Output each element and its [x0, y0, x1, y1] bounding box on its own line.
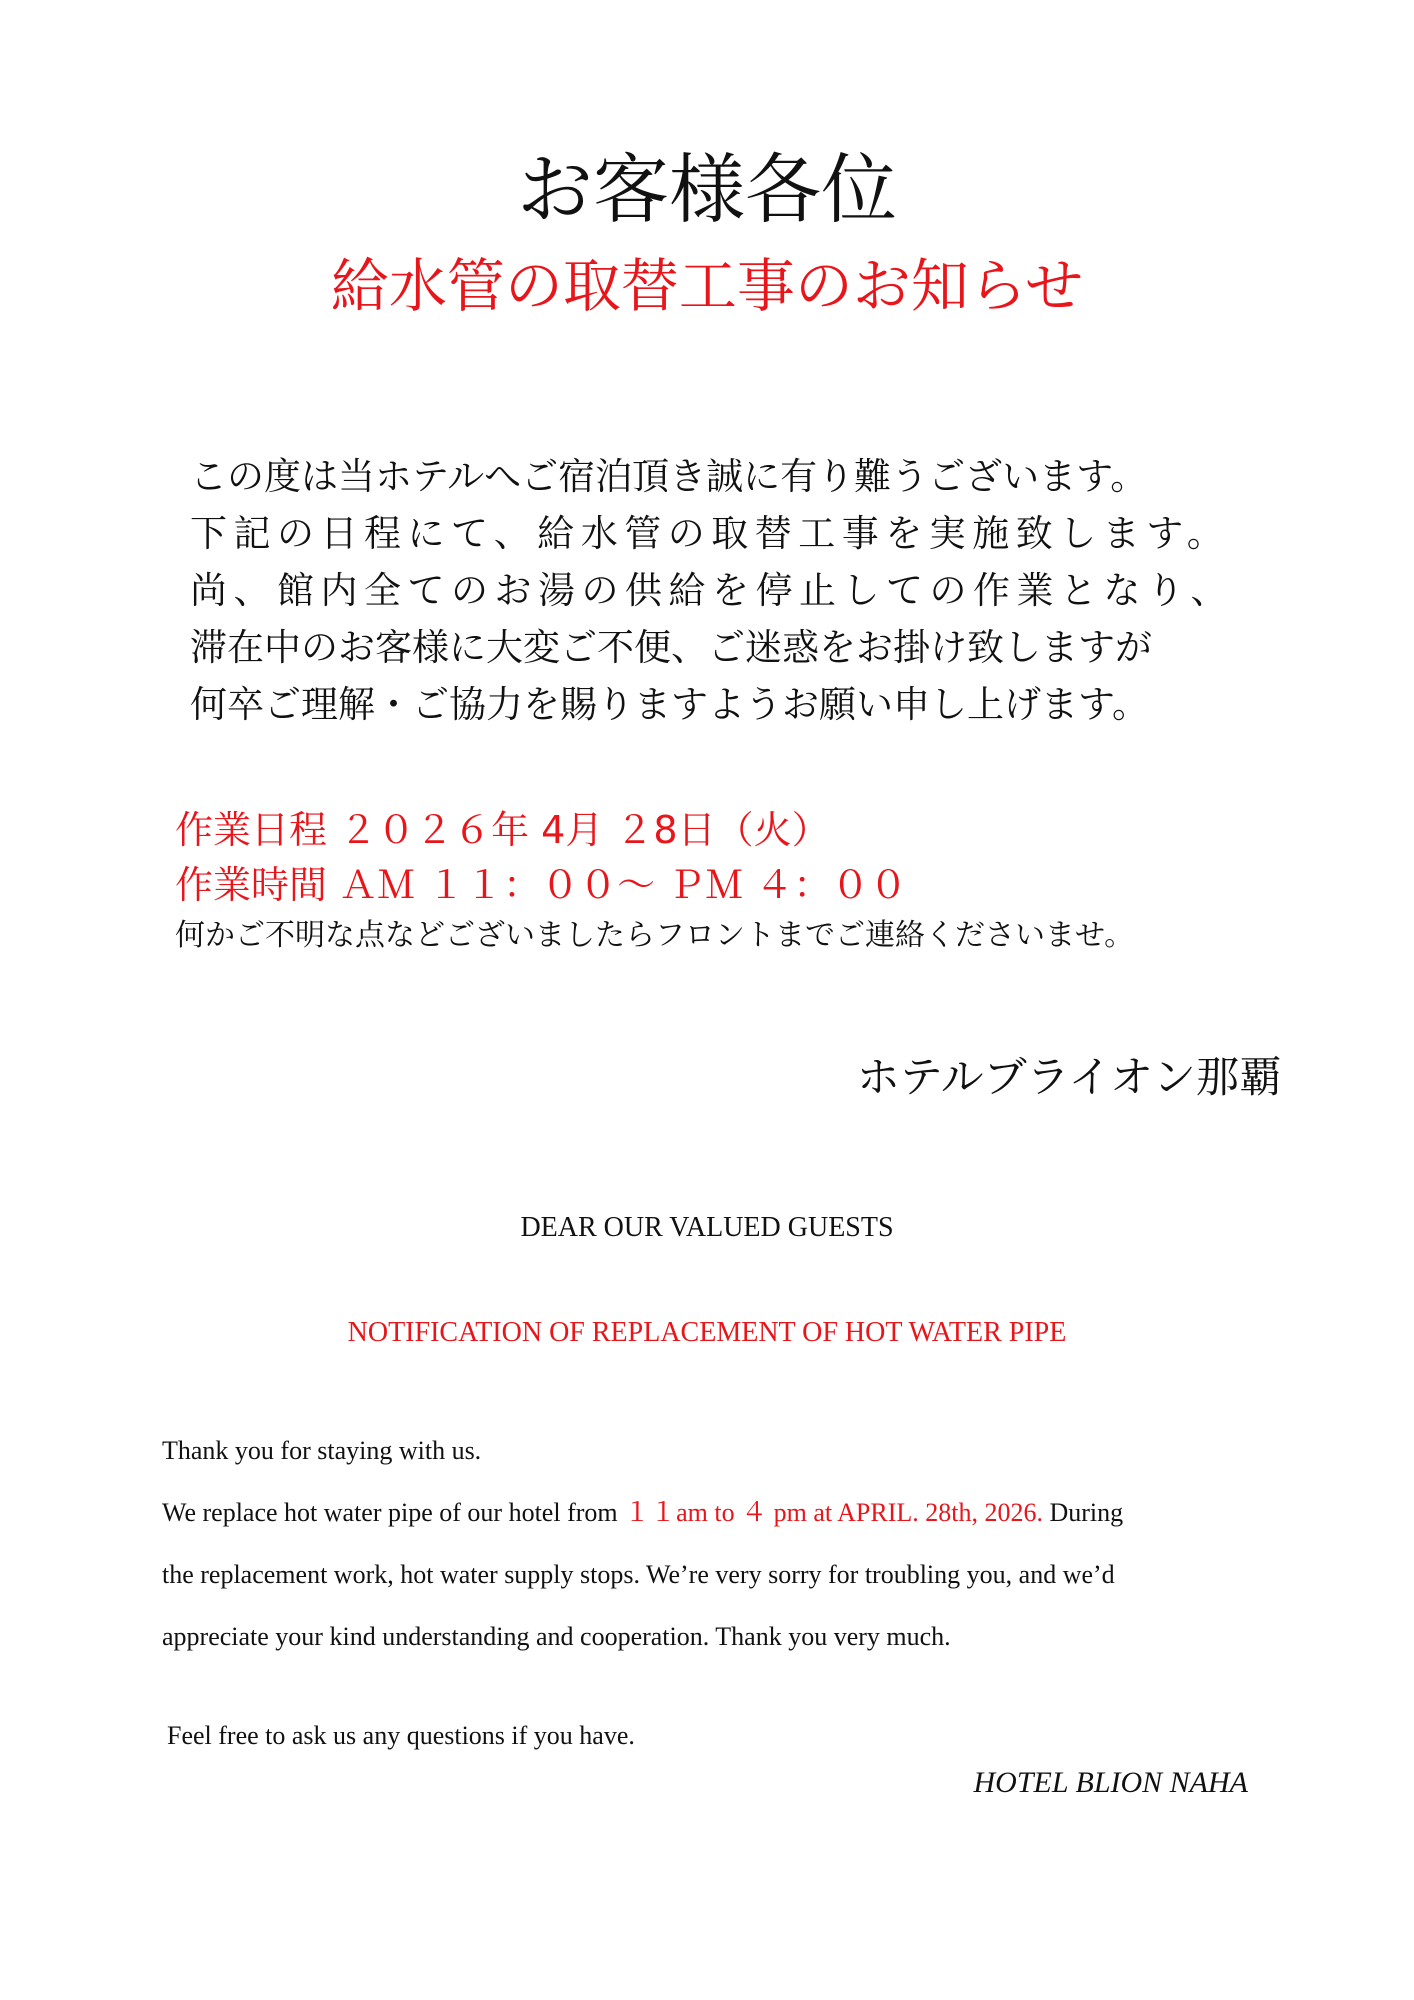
english-line-prefix: We replace hot water pipe of our hotel from [162, 1498, 625, 1527]
english-heading: NOTIFICATION OF REPLACEMENT OF HOT WATER PIPE [347, 1317, 1067, 1348]
inquiry-text: 何かご不明な点などございましたらフロントまでご連絡くださいませ。 [175, 918, 1135, 953]
english-line-appreciate: appreciate your kind understanding and cooperation. Thank you very much. [162, 1622, 951, 1651]
english-body [162, 1420, 1302, 1668]
english-line-suffix: During [1043, 1498, 1124, 1527]
english-greeting: DEAR OUR VALUED GUESTS [520, 1212, 894, 1243]
body-line-1: この度は当ホテルへご宿泊頂き誠に有り難うございます。 [190, 455, 1148, 498]
schedule-time: 作業時間 ＡＭ １１：００～ ＰＭ ４：００ [175, 863, 908, 907]
schedule-date: 作業日程 ２０２６年 4月 ２8日（火） [175, 808, 830, 852]
english-questions: Feel free to ask us any questions if you have. [167, 1721, 635, 1750]
body-line-5: 何卒ご理解・ご協力を賜りますようお願い申し上げます。 [190, 683, 1150, 726]
body-line-3: 尚、館内全てのお湯の供給を停止しての作業となり、 [190, 569, 1234, 612]
japanese-body [190, 448, 1300, 733]
english-line-schedule [162, 1482, 1302, 1544]
english-line-work: the replacement work, hot water supply stops. We’re very sorry for troubling you, and we’d [162, 1560, 1115, 1589]
hotel-signature-jp: ホテルブライオン那覇 [856, 1053, 1282, 1103]
notice-title: お客様各位 [517, 145, 897, 234]
notice-subtitle: 給水管の取替工事のお知らせ [330, 252, 1084, 320]
hotel-signature-en: HOTEL BLION NAHA [973, 1766, 1248, 1799]
schedule-block [175, 803, 1325, 959]
english-line-thanks: Thank you for staying with us. [162, 1436, 482, 1465]
english-schedule-highlight: １１am to ４ pm at APRIL. 28th, 2026. [624, 1498, 1043, 1527]
body-line-2: 下記の日程にて、給水管の取替工事を実施致します。 [190, 512, 1231, 555]
body-line-4: 滞在中のお客様に大変ご不便、ご迷惑をお掛け致しますが [190, 626, 1152, 669]
